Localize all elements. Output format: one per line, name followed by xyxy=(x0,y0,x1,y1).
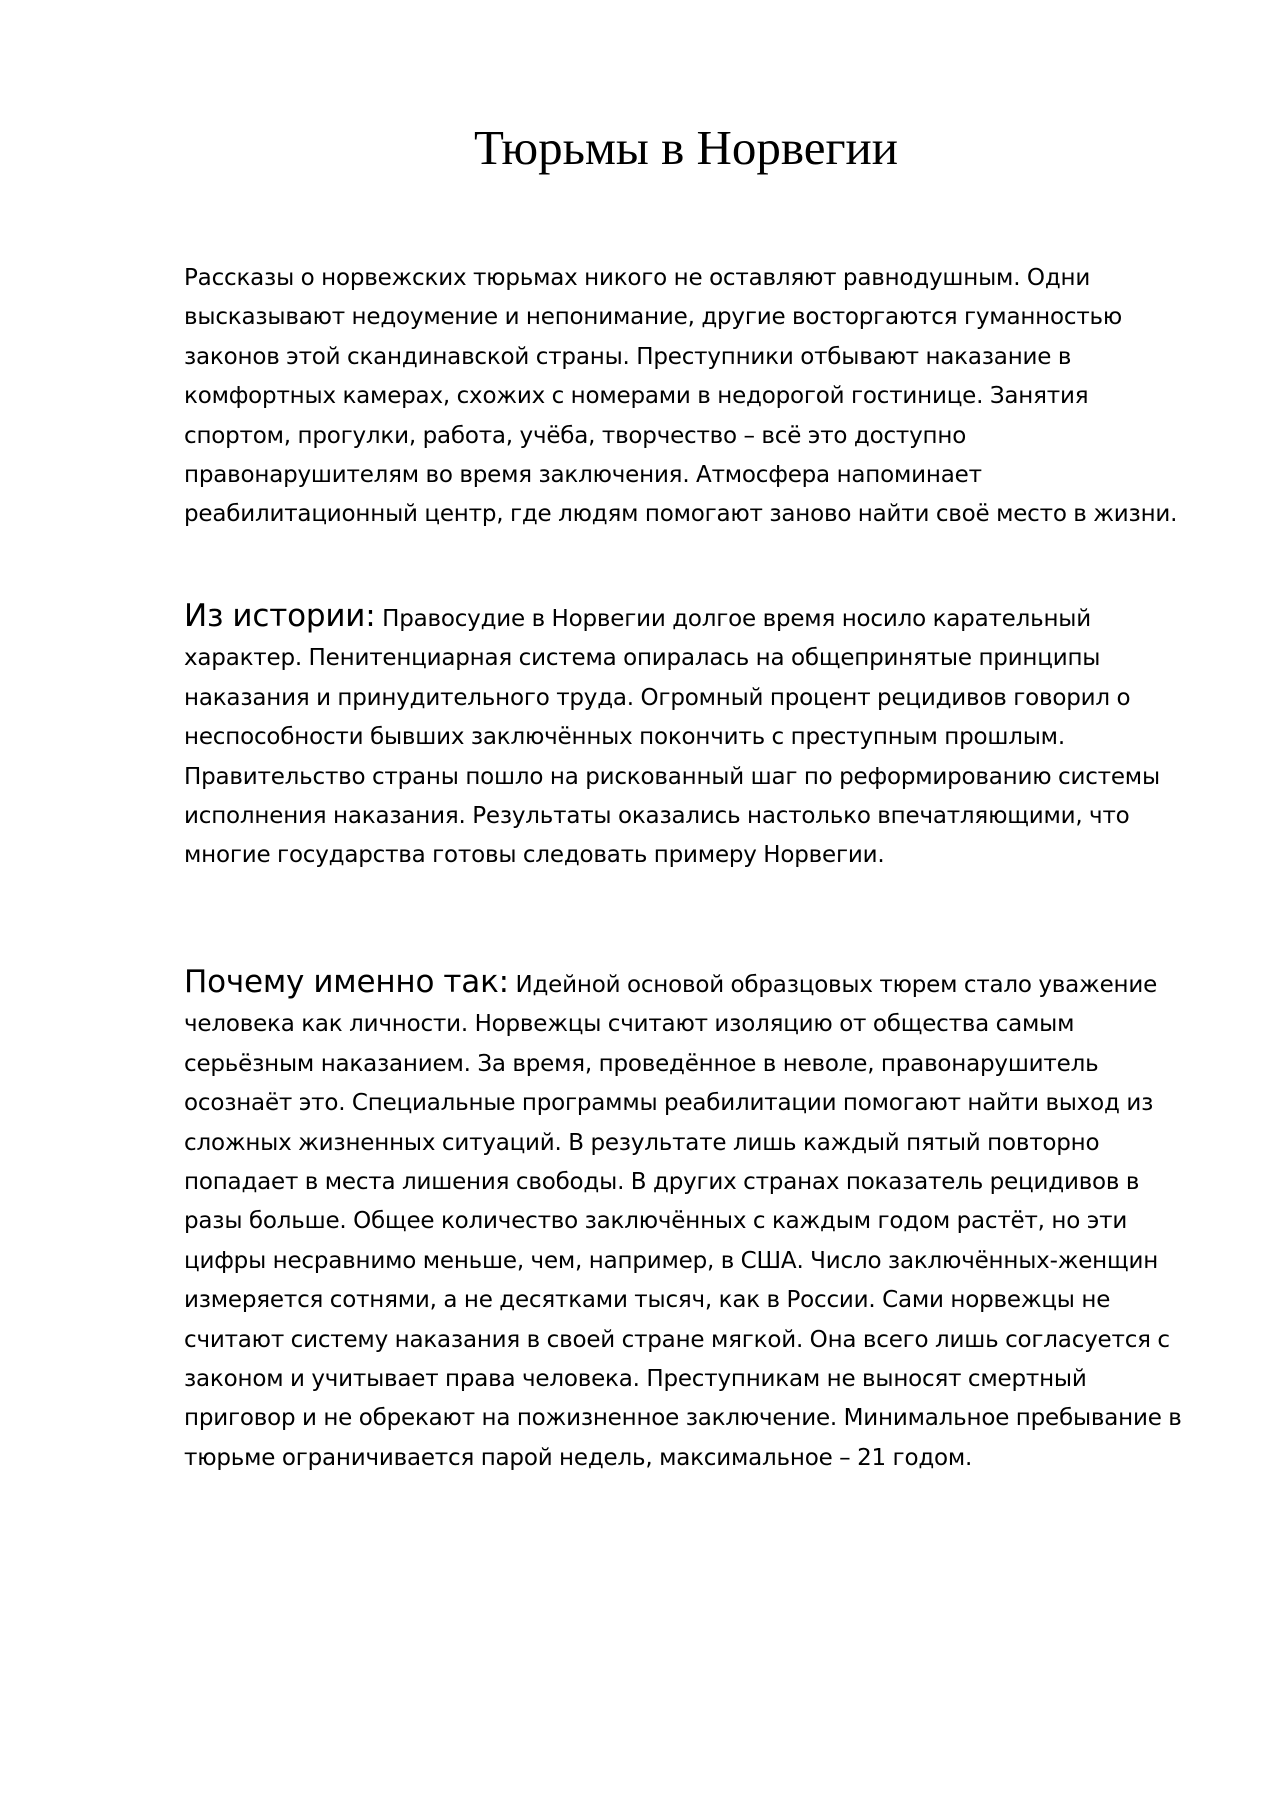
why-paragraph xyxy=(184,963,1184,1478)
history-paragraph xyxy=(184,597,1184,876)
intro-paragraph: Рассказы о норвежских тюрьмах никого не оставляют равнодушным. Одни высказывают недоумение и непонимание, другие восторгаются гуманностью законов этой скандинавской страны. Преступники отбывают наказание в комфортных камерах, схожих с номерами в недорогой гостинице. Занятия спортом, прогулки, работа, учёба, творчество – всё это доступно правонарушителям во время заключения. Атмосфера напоминает реабилитационный центр, где людям помогают заново найти своё место в жизни. xyxy=(184,265,1178,528)
history-heading: Из истории: xyxy=(184,598,376,634)
history-text: Правосудие в Норвегии долгое время носило карательный характер. Пенитенциарная система опиралась на общепринятые принципы наказания и принудительного труда. Огромный процент рецидивов говорил о неспособности бывших заключённых покончить с преступным прошлым. Правительство страны пошло на рискованный шаг по реформированию системы исполнения наказания. Результаты оказались настолько впечатляющими, что многие государства готовы следовать примеру Норвегии. xyxy=(184,606,1160,869)
document-title: Тюрьмы в Норвегии xyxy=(473,120,899,175)
why-heading: Почему именно так: xyxy=(184,964,509,1000)
why-text: Идейной основой образцовых тюрем стало уважение человека как личности. Норвежцы считают изоляцию от общества самым серьёзным наказанием. За время, проведённое в неволе, правонарушитель осознаёт это. Специальные программы реабилитации помогают найти выход из сложных жизненных ситуаций. В результате лишь каждый пятый повторно попадает в места лишения свободы. В других странах показатель рецидивов в разы больше. Общее количество заключённых с каждым годом растёт, но эти цифры несравнимо меньше, чем, например, в США. Число заключённых-женщин измеряется сотнями, а не десятками тысяч, как в России. Сами норвежцы не считают систему наказания в своей стране мягкой. Она всего лишь согласуется с законом и учитывает права человека. Преступникам не выносят смертный приговор и не обрекают на пожизненное заключение. Минимальное пребывание в тюрьме ограничивается парой недель, максимальное – 21 годом. xyxy=(184,972,1182,1471)
